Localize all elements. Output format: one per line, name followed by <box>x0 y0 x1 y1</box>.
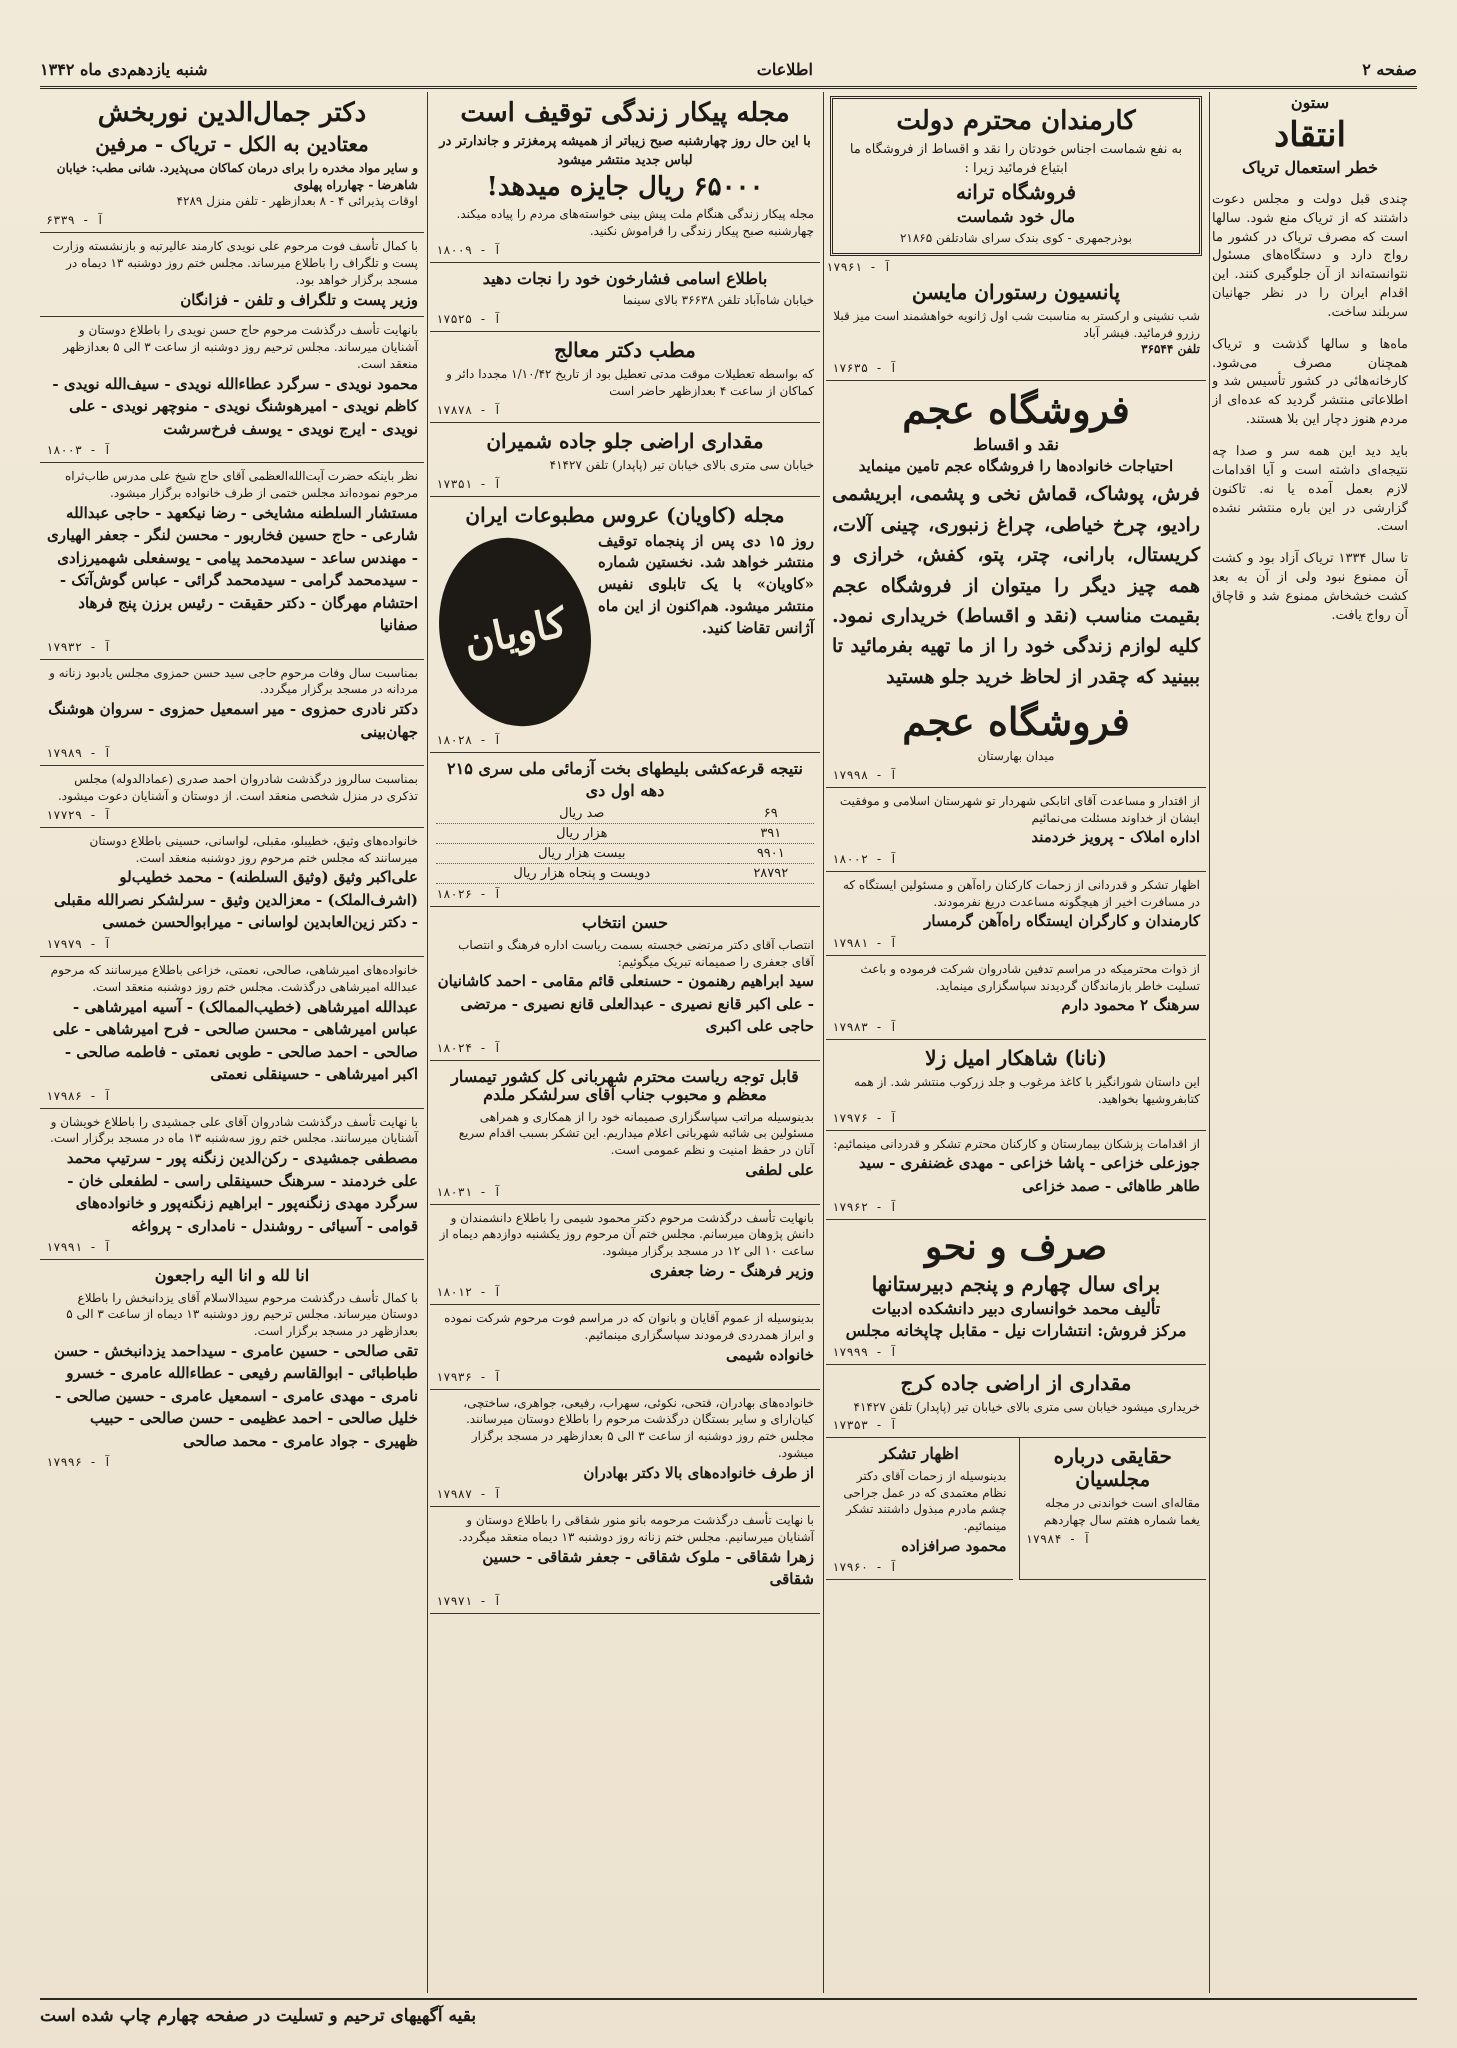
ad-text: خیابان سی متری بالای خیابان تیر (پاپدار) تلفن ۴۱۴۲۷ <box>549 457 814 472</box>
notice-text: خانواده‌های وثیق، خطیبلو، مقبلی، لواسانی، حسینی باطلاع دوستان میرسانند که مجلس ختم مرحوم روز دوشنبه منعقد است. <box>89 833 418 865</box>
ad-code: آ - ۱۸۰۲۶ <box>436 887 502 902</box>
ad-text: خریداری میشود خیابان سی متری بالای خیابان تیر (پاپدار) تلفن ۴۱۴۲۷ <box>853 1399 1200 1414</box>
ad-code: آ - ۱۷۹۶۲ <box>832 1200 898 1215</box>
notice-condolence <box>430 1507 820 1614</box>
ad-title: مقداری اراضی جلو جاده شمیران <box>486 428 764 453</box>
notice-names: مستشار السلطنه مشایخی - رضا نیکعهد - حاجی عبدالله شارعی - حاج حسین فخاربور - محسن لنگر - جعفر الهیاری - مهندس ساعد - سیدمحمد پیامی - یوسفعلی شهمیرزادی - سیدمحمد گرامی - سیدمحمد گرائی - عباس گوش‌آتک - احتشام مهرگان - دکتر حقیقت - رئیس برزن پنج فرهاد صفانیا <box>47 503 418 635</box>
notice-names: عبدالله امیرشاهی (خطیب‌الممالک) - آسیه امیرشاهی - عباس امیرشاهی - محسن صالحی - فرح امیرشاهی - علی صالحی - احمد صالحی - طوبی نعمتی - فاطمه صالحی - اکبر امیرشاهی - حسینقلی نعمتی <box>52 997 418 1084</box>
ad-code: آ - ۱۷۹۹۹ <box>832 1344 898 1359</box>
notice-text: بانهایت تأسف درگذشت مرحوم حاج حسن نویدی را باطلاع دوستان و آشنایان میرساند. مجلس ترحیم روز دوشنبه از ساعت ۳ الی ۵ بعدازظهر منعقد است. <box>63 323 418 371</box>
ad-lead: احتیاجات خانواده‌ها را فروشگاه عجم تامین مینماید <box>858 457 1174 476</box>
notice-text: نظر باینکه حضرت آیت‌الله‌العظمی آقای حاج شیخ علی مدرس طاب‌ثراه مرحوم نموده‌اند مجلس ختمی از طرف خانواده برگزار میشود. <box>64 469 418 500</box>
critique-paragraph: باید دید این همه سر و صدا چه نتیجه‌ای داشته است و آیا اقدامات لازم بعمل آمده یا نه. تاکنون گزارشی در این باره منتشر نشده است. <box>1212 444 1408 535</box>
ad-code: آ - ۱۸۰۰۹ <box>436 243 502 258</box>
notice-text: بدینوسیله مراتب سپاسگزاری صمیمانه خود را از همکاری و همراهی مسئولین بی شائبه شهربانی اعلام میداریم. این تشکر بسبب اقدام سریع آنان در حفظ امنیت و نظم عمومی است. <box>458 1109 814 1158</box>
notice-condolence <box>430 1390 820 1508</box>
ad-code: آ - ۱۷۹۷۶ <box>832 1110 898 1125</box>
table-row <box>436 804 814 824</box>
ad-title: صرف و نحو <box>924 1226 1108 1269</box>
ad-text: به نفع شماست اجناس خودتان را نقد و اقساط از فروشگاه ما ابتیاع فرمائید زیرا : <box>849 141 1183 176</box>
section-label: ستون <box>1290 93 1330 112</box>
notice-title: حسن انتخاب <box>582 913 668 933</box>
ad-code: آ - ۱۸۰۱۲ <box>436 1285 502 1300</box>
ad-nana-book <box>826 1040 1206 1131</box>
ad-text: این داستان شورانگیز با کاغذ مرغوب و جلد زرکوب منتشر شد. از همه کتابفروشیها بخواهید. <box>853 1074 1200 1106</box>
ad-text: خیابان شاه‌آباد تلفن ۳۶۶۳۸ بالای سینما <box>622 293 814 308</box>
notice-text: بمناسبت سالروز درگذشت شادروان احمد صدری (عمادالدوله) مجلس تذکری در منزل شخصی منعقد است. از دوستان و آشنایان دعوت میشود. <box>57 772 418 804</box>
lottery-subtitle: دهه اول دی <box>585 781 665 801</box>
column-ads-2 <box>430 92 820 1993</box>
ad-code: آ - ۱۷۹۸۴ <box>1025 1531 1091 1546</box>
ad-text: که بواسطه تعطیلات موقت مدتی تعطیل بود از تاریخ ۱/۱۰/۴۲ مجددا دائر و کماکان از ساعت ۴ بعدازظهر حاضر است <box>446 367 814 399</box>
notice-text: خانواده‌های امیرشاهی، صالحی، نعمتی، خزاعی باطلاع میرسانند که مرحوم عبدالله امیرشاهی درگذشت. مجلس ختم روز دوشنبه منعقد است. <box>50 962 418 994</box>
ticket-number: ۶۹ <box>728 804 814 824</box>
ad-more: مجله پیکار زندگی هنگام ملت پیش بینی خواسته‌های مردم را پیاده میکند. چهارشنبه صبح پیکار زندگی را فراموش نکنید. <box>456 207 814 239</box>
column-critique <box>1212 92 1408 1993</box>
ad-majalle <box>1019 1438 1207 1580</box>
ad-title: حقایقی درباره مجلسیان <box>1053 1444 1172 1492</box>
notice-condolence <box>40 766 424 828</box>
notice-good-choice <box>430 907 820 1060</box>
ad-code: آ - ۱۷۳۵۳ <box>832 1418 898 1433</box>
ad-pension <box>826 274 1206 381</box>
book-author: تألیف محمد خوانساری دبیر دانشکده ادبیات <box>871 1298 1161 1318</box>
ad-code: آ - ۱۷۹۳۲ <box>46 639 112 654</box>
notice-sign: محمود صرافزاده <box>901 1536 1007 1555</box>
ad-prize: ۶۵۰۰۰ ریال جایزه میدهد! <box>486 171 764 202</box>
ad-text: با این حال روز چهارشنبه صبح زیباتر از همیشه پرمغزتر و جاندارتر در لباس جدید منتشر میشود <box>439 133 811 168</box>
notice-sign: کارمندان و کارگران ایستگاه راه‌آهن گرمسار <box>924 912 1200 931</box>
notice-condolence <box>40 317 424 463</box>
notice-condolence <box>40 660 424 767</box>
ad-code: آ - ۱۸۰۰۲ <box>832 851 898 866</box>
ad-phone: تلفن ۳۶۵۴۴ <box>1141 342 1200 357</box>
ad-grammar-book <box>826 1220 1206 1364</box>
ad-title: باطلاع اسامی فشارخون خود را نجات دهید <box>482 269 768 289</box>
ad-subtitle: نقد و اقساط <box>973 434 1059 454</box>
issue-date: شنبه یازدهم‌دی ماه ۱۳۴۲ <box>40 59 208 79</box>
store-tagline: مال خود شماست <box>956 206 1076 226</box>
notice-condolence <box>430 1305 820 1389</box>
notice-sign: از طرف خانواده‌های بالا دکتر بهادران <box>583 1463 814 1482</box>
notice-text: از اقدامات پزشکان بیمارستان و کارکنان محترم تشکر و قدردانی مینمائیم: <box>833 1136 1200 1151</box>
notice-condolence <box>40 463 424 660</box>
ad-hours: اوقات پذیرائی ۴ - ۸ بعدازظهر - تلفن منزل ۴۲۸۹ <box>176 194 418 209</box>
notice-police-chief <box>430 1061 820 1205</box>
ad-code: آ - ۱۷۹۸۹ <box>46 746 112 761</box>
ad-code: آ - ۱۷۶۳۵ <box>832 361 898 376</box>
book-publisher: مرکز فروش: انتشارات نیل - مقابل چاپخانه مجلس <box>845 1321 1187 1341</box>
notice-text: بمناسبت سال وفات مرحوم حاجی سید حسن حمزوی مجلس یادبود زنانه و مردانه در مسجد برگزار میگردد. <box>49 665 418 697</box>
ad-kaviyan <box>430 497 820 753</box>
table-row <box>436 864 814 884</box>
notice-condolence <box>430 1205 820 1306</box>
notice-text: با نهایت تأسف درگذشت شادروان آقای علی جمشیدی را باطلاع خویشان و آشنایان میرسانند. مجلس ختم روز سه‌شنبه ۱۳ ماه در مسجد برگزار است. <box>50 1114 418 1146</box>
column-rule <box>427 92 428 1993</box>
ad-title: کارمندان محترم دولت <box>896 106 1136 136</box>
critique-paragraph: تا سال ۱۳۳۴ تریاک آزاد بود و کشت آن ممنوع نبود ولی از آن به بعد کشت خشخاش ممنوع شد و قاچاق آن رواج یافت. <box>1212 551 1408 623</box>
ad-code: آ - ۱۷۹۸۶ <box>46 1088 112 1103</box>
notice-condolence <box>40 828 424 957</box>
notice-text: از ذوات محترمیکه در مراسم تدفین شادروان شرکت فرموده و باعث تسلیت خاطر بازماندگان گردیدند سپاسگزاری مینماید. <box>860 961 1200 993</box>
ad-code: آ - ۱۷۹۶۰ <box>832 1560 898 1575</box>
lottery-table <box>436 804 814 884</box>
ad-subtitle: معتادین به الکل - تریاک - مرفین <box>95 131 369 156</box>
lottery-title: نتیجه قرعه‌کشی بلیطهای بخت آزمائی ملی سری ۲۱۵ <box>447 758 803 778</box>
ad-code: آ - ۱۷۹۹۶ <box>46 1455 112 1470</box>
notice-condolence <box>40 957 424 1109</box>
critique-paragraph: چندی قبل دولت و مجلس دعوت داشتند که از تریاک منع شود. سالها است که مصرف تریاک در کشور ما رواج دارد و دستگاه‌های مسئول نتوانسته‌اند از آن جلوگیری کنند. این اقدام ایران را در نظر جهانیان سربلند ساخت. <box>1212 191 1408 320</box>
lottery-results <box>430 753 820 908</box>
store-address: میدان بهارستان <box>977 748 1055 763</box>
notice-names: علی‌اکبر وثیق (وثیق السلطنه) - محمد خطیب‌لو (اشرف‌الملک) - معزالدین وثیق - سرلشکر نصرالله مقبلی - دکتر زین‌العابدین لواسانی - میرابوالحسن خمسی <box>54 868 418 932</box>
notice-text: بدینوسیله از عموم آقایان و بانوان که در مراسم فوت مرحوم شرکت نموده و ابراز همدردی فرمودند سپاسگزاری مینمائیم. <box>444 1311 814 1343</box>
ad-code: آ - ۱۷۹۸۷ <box>436 1487 502 1502</box>
notice-condolence <box>40 1109 424 1261</box>
footer-note: بقیه آگهیهای ترحیم و تسلیت در صفحه چهارم چاپ شده است <box>40 2006 477 2026</box>
ticket-number: ۲۸۷۹۲ <box>728 864 814 884</box>
notice-text: با کمال تأسف درگذشت مرحوم سیدالاسلام آقای یزدانبخش را باطلاع دوستان میرساند. مجلس ترحیم روز دوشنبه ۱۳ دیماه از ساعت ۳ الی ۵ بعدازظهر در مسجد برگزار است. <box>66 1290 418 1339</box>
critique-subtitle: خطر استعمال تریاک <box>1241 158 1379 178</box>
column-rule <box>823 92 824 1993</box>
ad-title: مجله (کاویان) عروس مطبوعات ایران <box>465 502 785 527</box>
notice <box>826 788 1206 872</box>
notice-names: تقی صالحی - حسین عامری - سیداحمد یزدانبخش - حسن طباطبائی - ابوالقاسم رفیعی - عطاءالله عامری - خسرو نامری - مهدی عامری - اسمعیل عامری - حسین صالحی - خلیل صالحی - احمد عظیمی - حسن صالحی - حبیب ظهیری - جواد عامری - محمد صالحی <box>53 1341 418 1450</box>
store-address: بوذرجمهری - کوی بندک سرای شادتلفن ۲۱۸۶۵ <box>899 230 1133 245</box>
notice-condolence <box>40 233 424 317</box>
notice-text: با کمال تأسف فوت مرحوم علی نویدی کارمند عالیرتبه و بازنشسته وزارت پست و تلگراف را باطلاع میرساند. مجلس ختم روز دوشنبه ۱۳ دیماه در مسجد برگزار خواهد بود. <box>52 239 418 287</box>
prize-amount: هزار ریال <box>436 824 728 844</box>
notice <box>826 872 1206 956</box>
ad-code: آ - ۱۷۹۹۸ <box>832 767 898 782</box>
store-name: فروشگاه عجم <box>902 699 1130 745</box>
paper-name: اطلاعات <box>756 59 813 79</box>
ad-ajam-store <box>826 381 1206 788</box>
table-row <box>436 824 814 844</box>
critique-paragraph: ماه‌ها و سالها گذشت و تریاک همچنان مصرف می‌شود. کارخانه‌هائی در کشور تأسیس شد و اطلاعاتی منتشر گردید که عده‌ای از مردم هنوز دچار این بلا هستند. <box>1212 336 1408 428</box>
notice-names: سید ابراهیم رهنمون - حسنعلی قائم مقامی - احمد کاشانیان - علی اکبر قانع نصیری - عبدالعلی قانع نصیری - مرتضی حاجی علی اکبری <box>437 972 814 1036</box>
ad-code: آ - ۱۸۰۰۳ <box>46 443 112 458</box>
ad-code: آ - ۱۷۷۲۹ <box>46 807 112 822</box>
ad-shemiran-land <box>430 423 820 497</box>
ad-title: پانسیون رستوران مایسن <box>911 279 1121 304</box>
critique-title: انتقاد <box>1274 115 1346 156</box>
notice-sign: خانواده شیمی <box>726 1346 814 1365</box>
ad-subtitle: برای سال چهارم و پنجم دبیرستانها <box>871 1271 1161 1296</box>
ad-thanks <box>826 1438 1013 1580</box>
ad-code: آ - ۱۸۰۲۸ <box>436 732 502 747</box>
notice-names: زهرا شقاقی - ملوک شقاقی - جعفر شقاقی - حسین شقاقی <box>482 1547 814 1589</box>
ad-code: آ - ۱۷۹۷۹ <box>46 936 112 951</box>
page-footer <box>40 1998 1417 2030</box>
notice-text: خانواده‌های بهادران، فتحی، نکوئی، سهراب، رفیعی، جواهری، ساختچی، کیان‌ارای و سایر بستگان درگذشت مرحوم را باطلاع دوستان میرسانند. مجلس ختم روز دوشنبه از ساعت ۳ الی ۵ بعدازظهر در مسجد برگزار میشود. <box>463 1395 814 1460</box>
notice-names: جوزعلی خزاعی - پاشا خزاعی - مهدی غضنفری - سید طاهر طاهائی - صمد خزاعی <box>858 1154 1200 1195</box>
column-notices <box>40 92 424 1993</box>
ad-code: آ - ۱۷۹۹۱ <box>46 1240 112 1255</box>
page-header <box>40 52 1417 89</box>
ad-code: آ - ۱۸۰۳۱ <box>436 1184 502 1199</box>
ad-blood <box>430 263 820 332</box>
ad-text: مقاله‌ای است خواندنی در مجله یغما شماره هفتم سال چهاردهم <box>1043 1496 1200 1528</box>
notice-title: انا لله و انا الیه راجعون <box>154 1266 310 1286</box>
notice-sign: سرهنگ ۲ محمود دارم <box>1061 996 1200 1015</box>
ad-text: و سایر مواد مخدره را برای درمان کماکان می‌پذیرد. شانی مطب: خیابان شاهرضا - چهارراه پهلوی <box>56 160 418 192</box>
notice-condolence <box>40 1260 424 1474</box>
ad-title: دکتر جمال‌الدین نوربخش <box>97 98 367 128</box>
ad-code: آ - ۱۷۹۶۱ <box>826 259 892 274</box>
store-name: فروشگاه ترانه <box>955 179 1077 204</box>
notice-text: از اقتدار و مساعدت آقای اتابکی شهردار تو شهرستان اسلامی و موفقیت ایشان از خداوند مسئلت می‌نمائیم <box>839 793 1200 825</box>
notice <box>826 956 1206 1040</box>
ad-title: مطب دکتر معالج <box>554 338 696 363</box>
notice <box>826 1131 1206 1221</box>
ad-code: آ - ۱۷۹۷۱ <box>436 1593 502 1608</box>
ad-code: آ - ۱۷۳۵۱ <box>436 476 502 491</box>
prize-amount: صد ریال <box>436 804 728 824</box>
ad-clinic <box>430 332 820 423</box>
notice-sign: وزیر فرهنگ - رضا جعفری <box>649 1261 814 1280</box>
notice-text: انتصاب آقای دکتر مرتضی خجسته بسمت ریاست اداره فرهنگ و انتصاب آقای جعفری را صمیمانه تبریک میگوئیم: <box>458 937 814 969</box>
notice-text: اظهار تشکر و قدردانی از زحمات کارکنان راه‌آهن و مسئولین ایستگاه که در مسافرت اخیر از هیچگونه مساعدت دریغ نفرمودند. <box>842 877 1200 909</box>
notice-names: مصطفی جمشیدی - رکن‌الدین زنگنه پور - سرتیپ محمد علی خردمند - سرهنگ حسینقلی راسی - لطفعلی خان - سرگرد مهدی زنگنه‌پور - ابراهیم زنگنه‌پور و خانواده‌های قوامی - آسیائی - روشندل - نامداری - پرواغه <box>66 1149 418 1235</box>
ad-code: آ - ۱۸۰۲۴ <box>436 1040 502 1055</box>
notice-text: بانهایت تأسف درگذشت مرحوم دکتر محمود شیمی را باطلاع دانشمندان و دانش پژوهان میرسانم. مجلس ختم آن مرحوم روز یکشنبه دوازدهم دیماه از ساعت ۱۰ الی ۱۲ در مسجد برگزار میشود. <box>439 1210 814 1259</box>
notice-names: دکتر نادری حمزوی - میر اسمعیل حمزوی - سروان هوشنگ جهان‌بینی <box>48 700 418 741</box>
ad-title: مقداری از اراضی جاده کرج <box>900 1370 1132 1395</box>
ad-code: آ - ۱۷۹۳۶ <box>436 1369 502 1384</box>
column-rule <box>1209 92 1210 1993</box>
notice-sign: علی لطفی <box>745 1161 814 1180</box>
notice-sign: وزیر پست و تلگراف و تلفن - فزانگان <box>180 290 418 309</box>
ad-title: فروشگاه عجم <box>902 387 1130 433</box>
ad-peykar <box>430 92 820 263</box>
notice-names: محمود نویدی - سرگرد عطاءالله نویدی - سیف‌الله نویدی - کاظم نویدی - امیرهوشنگ نویدی - منوچهر نویدی - علی نویدی - ایرج نویدی - یوسف فرخ‌سرشت <box>52 374 418 438</box>
ad-text: شب نشینی و ارکستر به مناسبت شب اول ژانویه خواهشمند است میز قبلا رزرو فرمائید. فیشر آباد <box>833 308 1200 340</box>
ad-code: آ - ۱۷۹۸۱ <box>832 935 898 950</box>
ad-code: آ - ۶۳۳۹ <box>46 213 104 228</box>
page-number: صفحه ۲ <box>1362 59 1417 79</box>
ticket-number: ۹۹۰۱ <box>728 844 814 864</box>
ad-code: آ - ۱۷۸۷۸ <box>436 402 502 417</box>
ticket-number: ۳۹۱ <box>728 824 814 844</box>
notice-sign: اداره املاک - پرویز خردمند <box>1031 828 1200 847</box>
notice-title: قابل توجه ریاست محترم شهربانی کل کشور تیمسار معظم و محبوب جناب آقای سرلشکر ملدم <box>451 1066 799 1105</box>
ad-pair <box>826 1438 1206 1580</box>
column-ads-1 <box>826 92 1206 1993</box>
prize-amount: بیست هزار ریال <box>436 844 728 864</box>
notice-text: با نهایت تأسف درگذشت مرحومه بانو منور شقاقی را باطلاع دوستان و آشنایان میرسانیم. مجلس ختم زنانه روز دوشنبه ۱۳ دیماه منعقد میگردد. <box>458 1513 814 1545</box>
ad-body: فرش، پوشاک، قماش نخی و پشمی، ابریشمی رادیو، چرخ خیاطی، چراغ زنبوری، چینی آلات، کریستال، بارانی، چتر، پتو، کفش، خرازی و همه چیز دیگر را میتوان از فروشگاه عجم بقیمت مناسب (نقد و اقساط) خریداری نمود. کلیه لوازم زندگی خود را از ما تهیه بفرمائید تا ببینید که چقدر از لحاظ خرید جلو هستید <box>832 483 1200 688</box>
ad-text: روز ۱۵ دی پس از پنجماه توقیف منتشر خواهد شد. نخستین شماره «کاویان» با یک تابلوی نفیس منتشر میشود. هم‌اکنون از این ماه آژانس تقاضا کنید. <box>598 531 815 637</box>
ad-code: آ - ۱۷۵۲۵ <box>436 312 502 327</box>
ad-code: آ - ۱۷۹۸۳ <box>832 1019 898 1034</box>
ad-text: بدینوسیله از زحمات آقای دکتر نظام معتمدی که در عمل جراحی چشم مادرم مبذول داشتند تشکر مینمائیم. <box>843 1468 1007 1534</box>
prize-amount: دویست و پنجاه هزار ریال <box>436 864 728 884</box>
kaviyan-logo: کاویان <box>430 523 608 740</box>
table-row <box>436 844 814 864</box>
ad-title: اظهار تشکر <box>879 1444 959 1464</box>
ad-doctor <box>40 92 424 233</box>
ad-title: مجله پیکار زندگی توقیف است <box>460 98 790 128</box>
ad-government-employees <box>830 96 1202 256</box>
ad-title: (نانا) شاهکار امیل زلا <box>925 1045 1107 1070</box>
ad-karaj-land <box>826 1365 1206 1439</box>
